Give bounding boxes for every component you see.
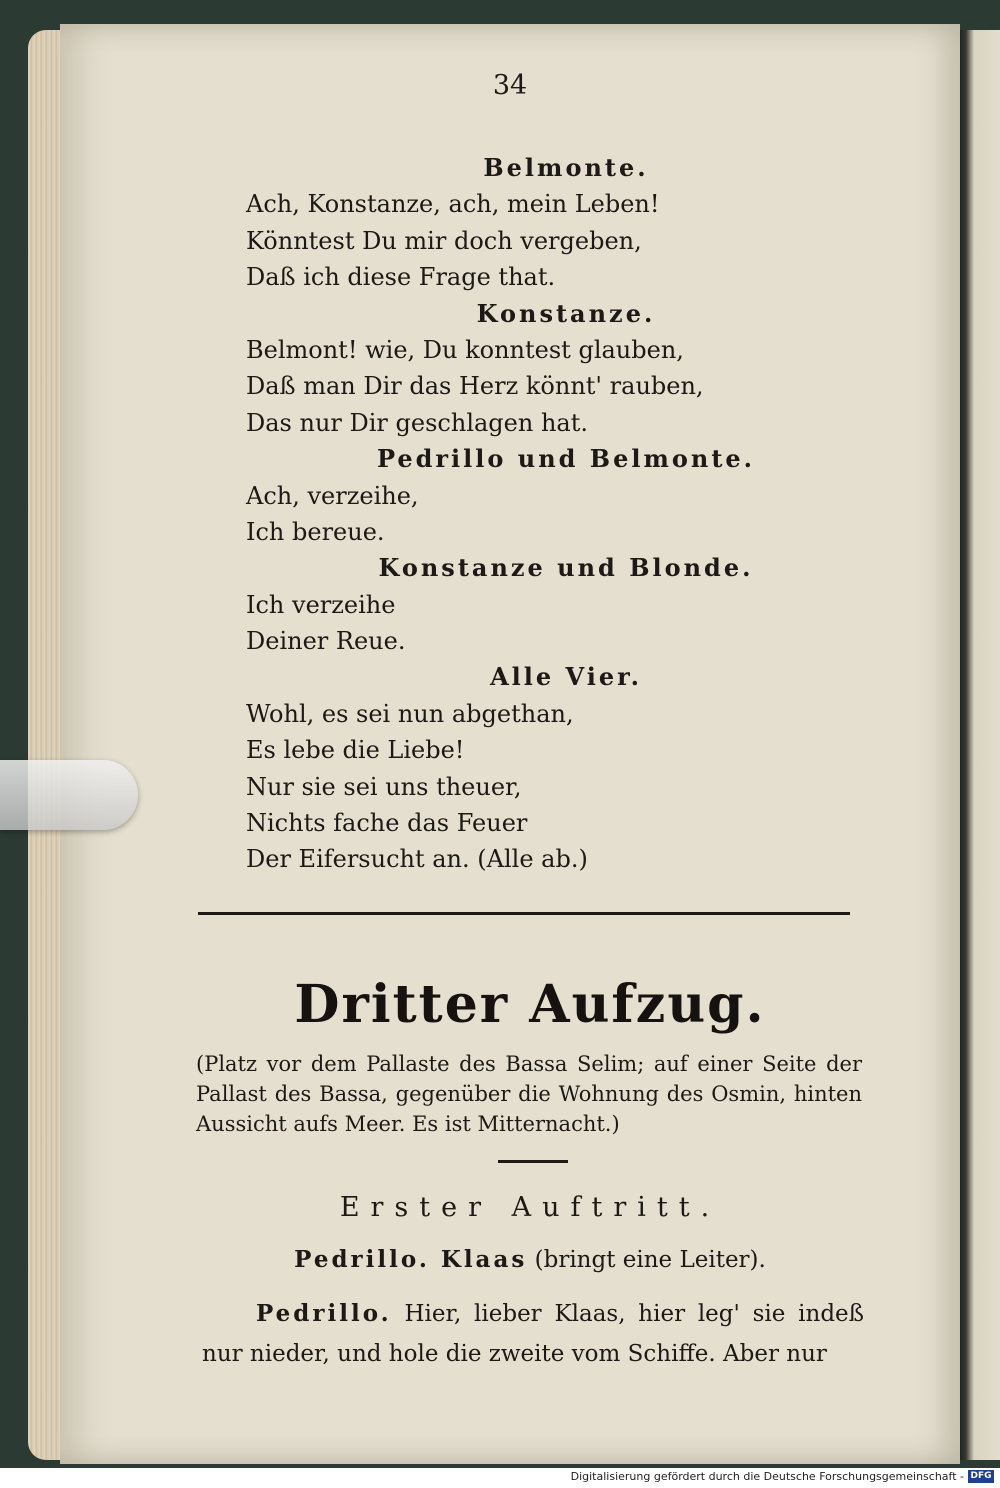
verse-line: Daß ich diese Frage that. [246,263,556,292]
verse-line: Daß man Dir das Herz könnt' rauben, [246,372,704,401]
verse-line: Es lebe die Liebe! [246,736,465,765]
speaker-name: Belmonte. [483,153,649,182]
verse-line: Ach, verzeihe, [246,481,419,510]
speaker-name: Konstanze. [476,298,656,328]
digitization-credit: Digitalisierung gefördert durch die Deutsche Forschungsgemeinschaft - [570,1470,964,1483]
verse-line: Nichts fache das Feuer [246,809,528,838]
page-number: 34 [492,70,528,101]
verse-block [246,150,886,878]
persons-names: Pedrillo. Klaas [294,1246,528,1273]
dialogue-text: Hier, lieber Klaas, hier leg' sie indeß nur nieder, und hole die zweite vom Schiffe. Aber nur [202,1301,865,1367]
verse-line: Belmont! wie, Du konntest glauben, [246,335,684,364]
dialogue-speaker: Pedrillo. [256,1300,392,1327]
persons-note: (bringt eine Leiter). [534,1247,766,1273]
scene-persons [0,1246,1000,1273]
speaker-name: Pedrillo und Belmonte. [376,444,756,474]
verse-line: Das nur Dir geschlagen hat. [246,408,588,437]
dfg-logo: DFG [968,1470,994,1483]
speaker-name: Alle Vier. [490,662,642,692]
page-clip [0,760,138,830]
section-divider [198,912,850,915]
verse-line: Deiner Reue. [246,627,406,656]
next-page-edge [960,30,1000,1460]
verse-line: Wohl, es sei nun abgethan, [246,699,574,728]
book-page [60,24,960,1464]
speaker-name: Konstanze und Blonde. [378,553,754,583]
verse-line: Der Eifersucht an. (Alle ab.) [246,845,588,874]
verse-line: Könntest Du mir doch vergeben, [246,226,642,255]
act-title: Dritter Aufzug. [294,974,766,1035]
verse-line: Ich verzeihe [246,590,396,619]
scene-title: Erster Auftritt. [339,1192,721,1223]
stage-direction: (Platz vor dem Pallaste des Bassa Selim; auf einer Seite der Pallast des Bassa, gegenüber die Wohnung des Osmin, hinten Aussicht aufs Meer. Es ist Mitternacht.) [196,1052,862,1136]
verse-line: Nur sie sei uns theuer, [246,772,522,801]
short-divider [498,1160,568,1163]
dialogue-paragraph [202,1294,864,1374]
verse-line: Ich bereue. [246,517,385,546]
verse-line: Ach, Konstanze, ach, mein Leben! [246,190,660,219]
